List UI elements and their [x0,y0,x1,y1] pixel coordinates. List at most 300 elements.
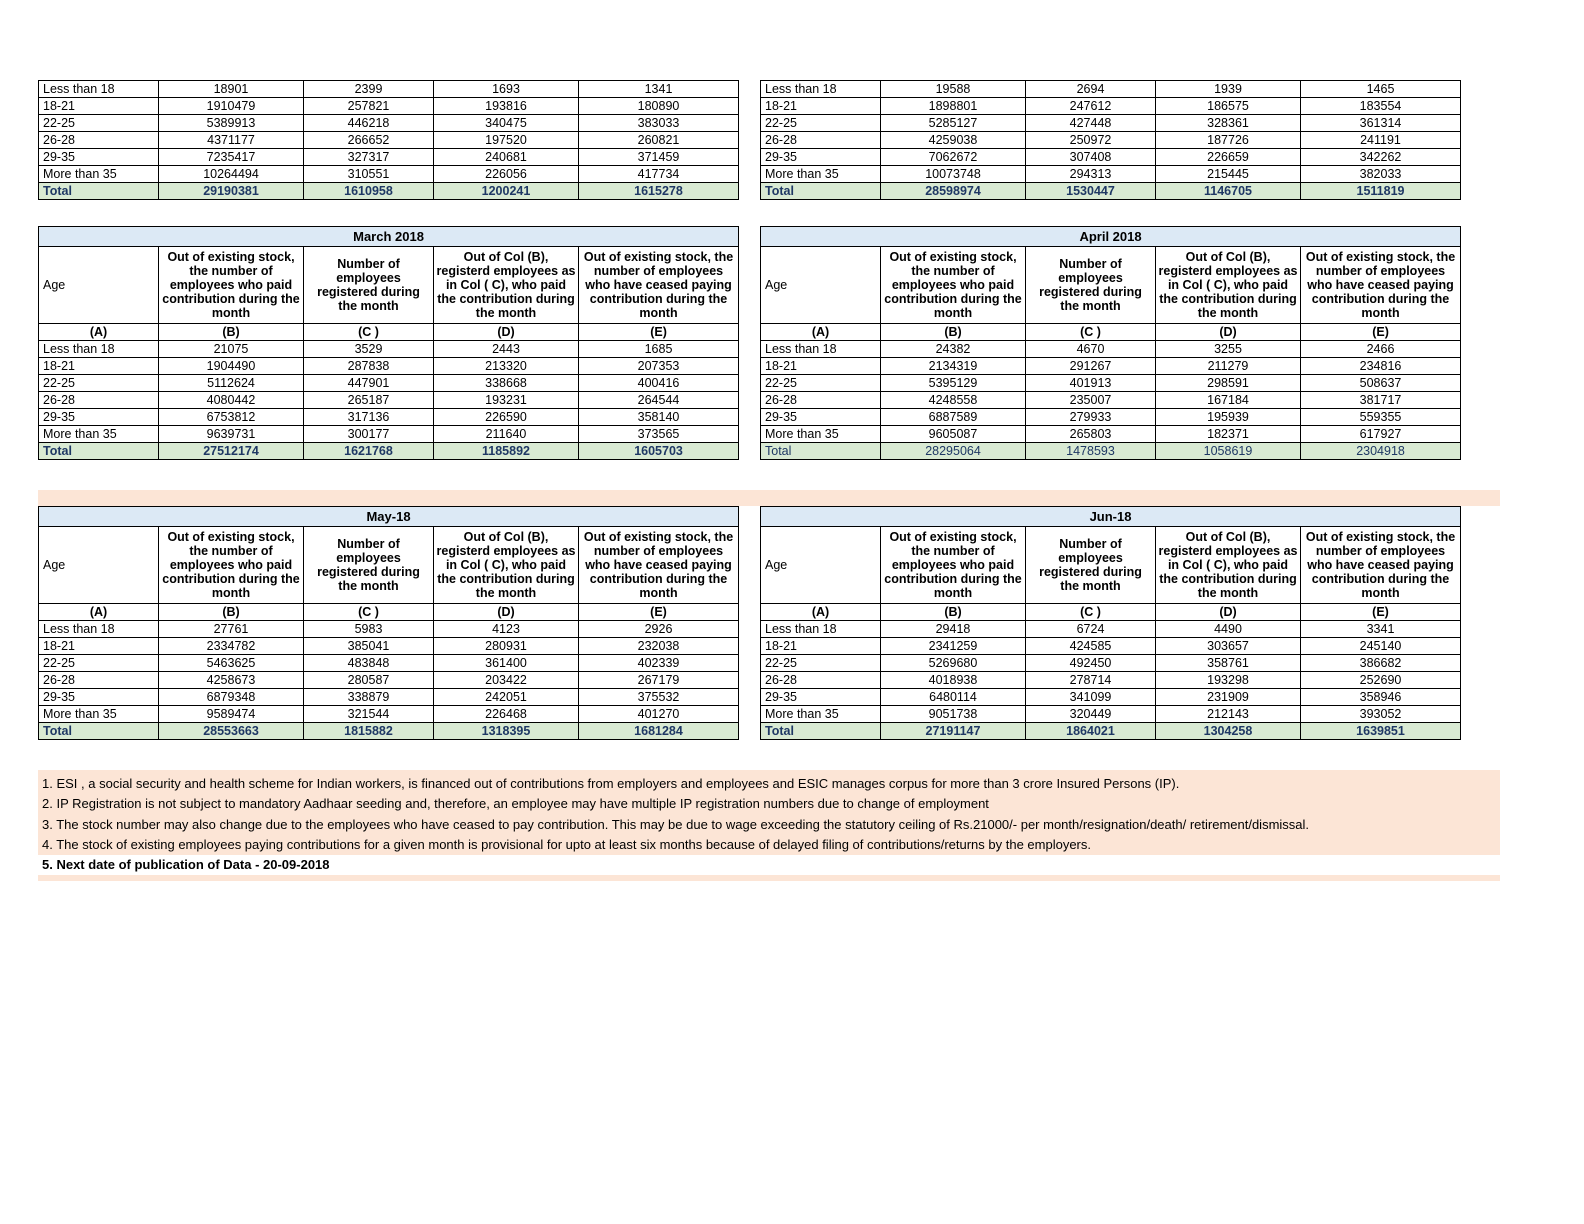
header-col-e: Out of existing stock, the number of employees who have ceased paying contribution during the month [579,247,739,324]
total-row [761,183,1461,200]
month-title: March 2018 [39,227,739,247]
data-cell: 2334782 [159,638,304,655]
age-group-cell: More than 35 [39,426,159,443]
table-row [761,426,1461,443]
column-letter: (B) [159,604,304,621]
total-value: 28553663 [159,723,304,740]
column-letter-row [39,324,739,341]
table-row [761,706,1461,723]
data-cell: 287838 [304,358,434,375]
data-cell: 231909 [1156,689,1301,706]
data-cell: 358761 [1156,655,1301,672]
data-cell: 6480114 [881,689,1026,706]
data-cell: 212143 [1156,706,1301,723]
data-cell: 310551 [304,166,434,183]
table-body [39,81,739,200]
total-value: 1304258 [1156,723,1301,740]
total-value: 28598974 [881,183,1026,200]
age-group-cell: 22-25 [761,115,881,132]
data-cell: 264544 [579,392,739,409]
total-label: Total [761,723,881,740]
month-title-row [39,507,739,527]
column-header-row [39,527,739,604]
data-cell: 317136 [304,409,434,426]
age-group-cell: 29-35 [39,149,159,166]
table-row [39,655,739,672]
table-top-right [760,80,1461,200]
age-group-cell: 26-28 [761,672,881,689]
data-cell: 215445 [1156,166,1301,183]
data-cell: 242051 [434,689,579,706]
data-cell: 4080442 [159,392,304,409]
total-value: 1146705 [1156,183,1301,200]
month-title-row [761,507,1461,527]
data-cell: 247612 [1026,98,1156,115]
data-cell: 6887589 [881,409,1026,426]
data-cell: 235007 [1026,392,1156,409]
data-cell: 320449 [1026,706,1156,723]
age-group-cell: 22-25 [761,375,881,392]
header-age: Age [761,527,881,604]
total-value: 27191147 [881,723,1026,740]
data-cell: 5269680 [881,655,1026,672]
age-group-cell: Less than 18 [39,341,159,358]
total-value: 1864021 [1026,723,1156,740]
table-body [761,81,1461,200]
data-cell: 3255 [1156,341,1301,358]
data-cell: 298591 [1156,375,1301,392]
data-cell: 267179 [579,672,739,689]
column-letter: (E) [1301,604,1461,621]
total-row [761,443,1461,460]
table-row [39,392,739,409]
data-cell: 4123 [434,621,579,638]
data-cell: 385041 [304,638,434,655]
table-april-2018 [760,226,1461,460]
table-row [761,672,1461,689]
data-cell: 1904490 [159,358,304,375]
header-age: Age [39,527,159,604]
table-body [39,507,739,740]
header-col-d: Out of Col (B), registerd employees as in Col ( C), who paid the contribution during the month [434,247,579,324]
data-cell: 167184 [1156,392,1301,409]
data-cell: 1341 [579,81,739,98]
table-body [39,227,739,460]
data-cell: 207353 [579,358,739,375]
data-cell: 508637 [1301,375,1461,392]
data-cell: 402339 [579,655,739,672]
data-cell: 446218 [304,115,434,132]
total-label: Total [39,183,159,200]
notes-list [38,770,1500,881]
table-row [39,166,739,183]
age-group-cell: More than 35 [39,166,159,183]
note-item: 4. The stock of existing employees paying contributions for a given month is provisional for upto at least six months because of delayed filing of contributions/returns by the employers. [42,836,1091,852]
total-value: 1200241 [434,183,579,200]
data-cell: 9605087 [881,426,1026,443]
data-cell: 1939 [1156,81,1301,98]
column-header-row [761,247,1461,324]
age-group-cell: Less than 18 [39,81,159,98]
data-cell: 226659 [1156,149,1301,166]
note-item: 3. The stock number may also change due to the employees who have ceased to pay contribution. This may be due to wage exceeding the statutory ceiling of Rs.21000/- per month/resignation/death/ retirement/dismissal. [42,816,1310,832]
total-label: Total [39,443,159,460]
month-title-row [39,227,739,247]
data-cell: 186575 [1156,98,1301,115]
data-cell: 338668 [434,375,579,392]
table-row [761,638,1461,655]
data-cell: 417734 [579,166,739,183]
data-cell: 280931 [434,638,579,655]
data-cell: 386682 [1301,655,1461,672]
data-cell: 19588 [881,81,1026,98]
table-row [39,341,739,358]
total-value: 1530447 [1026,183,1156,200]
header-col-b: Out of existing stock, the number of employees who paid contribution during the month [881,527,1026,604]
data-cell: 180890 [579,98,739,115]
total-value: 1639851 [1301,723,1461,740]
table-row [761,358,1461,375]
column-letter: (C ) [304,324,434,341]
age-group-cell: 26-28 [761,392,881,409]
data-cell: 195939 [1156,409,1301,426]
month-title: Jun-18 [761,507,1461,527]
table-row-group-3 [38,506,1546,740]
note-item: 2. IP Registration is not subject to mandatory Aadhaar seeding and, therefore, an employee may have multiple IP registration numbers due to change of employment [42,796,989,812]
data-cell: 2443 [434,341,579,358]
data-cell: 341099 [1026,689,1156,706]
data-cell: 4258673 [159,672,304,689]
total-row [39,443,739,460]
data-cell: 260821 [579,132,739,149]
orange-divider-strip [38,490,1500,506]
header-col-c: Number of employees registered during the month [304,527,434,604]
data-cell: 338879 [304,689,434,706]
data-cell: 9051738 [881,706,1026,723]
age-group-cell: 18-21 [761,358,881,375]
data-cell: 9589474 [159,706,304,723]
age-group-cell: More than 35 [761,706,881,723]
data-cell: 358140 [579,409,739,426]
column-letter: (C ) [304,604,434,621]
total-value: 1185892 [434,443,579,460]
data-cell: 5285127 [881,115,1026,132]
data-cell: 400416 [579,375,739,392]
table-row [39,98,739,115]
age-group-cell: Less than 18 [761,81,881,98]
table-row [39,132,739,149]
data-cell: 4490 [1156,621,1301,638]
data-cell: 1693 [434,81,579,98]
age-group-cell: 22-25 [39,655,159,672]
column-letter: (D) [1156,604,1301,621]
data-cell: 4371177 [159,132,304,149]
data-cell: 257821 [304,98,434,115]
data-cell: 1465 [1301,81,1461,98]
total-value: 2304918 [1301,443,1461,460]
column-header-row [761,527,1461,604]
data-cell: 10264494 [159,166,304,183]
header-col-b: Out of existing stock, the number of employees who paid contribution during the month [159,247,304,324]
data-cell: 278714 [1026,672,1156,689]
data-cell: 447901 [304,375,434,392]
data-cell: 21075 [159,341,304,358]
total-value: 27512174 [159,443,304,460]
table-container-may [38,506,738,740]
table-row [39,689,739,706]
column-letter: (B) [881,604,1026,621]
data-cell: 2694 [1026,81,1156,98]
table-row [761,409,1461,426]
data-cell: 7235417 [159,149,304,166]
data-cell: 373565 [579,426,739,443]
data-cell: 183554 [1301,98,1461,115]
total-value: 1478593 [1026,443,1156,460]
data-cell: 427448 [1026,115,1156,132]
table-top-left [38,80,739,200]
data-cell: 3529 [304,341,434,358]
age-group-cell: More than 35 [39,706,159,723]
data-cell: 2341259 [881,638,1026,655]
table-row [761,166,1461,183]
table-row [39,426,739,443]
data-cell: 197520 [434,132,579,149]
column-letter: (D) [434,324,579,341]
total-value: 1610958 [304,183,434,200]
column-letter-row [39,604,739,621]
data-cell: 6724 [1026,621,1156,638]
table-row [39,638,739,655]
column-letter: (D) [434,604,579,621]
data-cell: 328361 [1156,115,1301,132]
note-item: 1. ESI , a social security and health scheme for Indian workers, is financed out of contributions from employers and employees and ESIC manages corpus for more than 3 crore Insured Persons (IP). [42,776,1180,791]
data-cell: 29418 [881,621,1026,638]
total-row [39,723,739,740]
table-row [761,115,1461,132]
table-row [761,81,1461,98]
table-row [39,375,739,392]
table-may-18 [38,506,739,740]
data-cell: 424585 [1026,638,1156,655]
table-row [761,149,1461,166]
header-col-c: Number of employees registered during the month [1026,527,1156,604]
total-label: Total [761,183,881,200]
data-cell: 7062672 [881,149,1026,166]
data-cell: 327317 [304,149,434,166]
age-group-cell: 26-28 [39,132,159,149]
data-cell: 252690 [1301,672,1461,689]
data-cell: 361314 [1301,115,1461,132]
table-row-group-2 [38,226,1546,460]
data-cell: 18901 [159,81,304,98]
header-col-d: Out of Col (B), registerd employees as in Col ( C), who paid the contribution during the month [434,527,579,604]
total-value: 1815882 [304,723,434,740]
data-cell: 279933 [1026,409,1156,426]
total-value: 1615278 [579,183,739,200]
age-group-cell: Less than 18 [39,621,159,638]
data-cell: 211279 [1156,358,1301,375]
data-cell: 483848 [304,655,434,672]
data-cell: 6753812 [159,409,304,426]
column-letter: (E) [1301,324,1461,341]
data-cell: 382033 [1301,166,1461,183]
data-cell: 211640 [434,426,579,443]
data-cell: 193298 [1156,672,1301,689]
data-cell: 2466 [1301,341,1461,358]
data-cell: 300177 [304,426,434,443]
age-group-cell: More than 35 [761,426,881,443]
header-col-e: Out of existing stock, the number of employees who have ceased paying contribution during the month [1301,247,1461,324]
data-cell: 371459 [579,149,739,166]
age-group-cell: 29-35 [39,409,159,426]
column-letter: (D) [1156,324,1301,341]
total-value: 1511819 [1301,183,1461,200]
data-cell: 1910479 [159,98,304,115]
column-letter: (B) [159,324,304,341]
data-cell: 361400 [434,655,579,672]
table-row [761,98,1461,115]
table-container-top-left [38,80,738,200]
data-cell: 1898801 [881,98,1026,115]
data-cell: 2399 [304,81,434,98]
data-cell: 265187 [304,392,434,409]
data-cell: 617927 [1301,426,1461,443]
data-cell: 2134319 [881,358,1026,375]
data-cell: 9639731 [159,426,304,443]
data-cell: 393052 [1301,706,1461,723]
total-value: 1621768 [304,443,434,460]
age-group-cell: 29-35 [39,689,159,706]
data-cell: 234816 [1301,358,1461,375]
column-letter: (E) [579,604,739,621]
table-body [761,227,1461,460]
column-letter: (A) [761,604,881,621]
month-title-row [761,227,1461,247]
note-item: 5. Next date of publication of Data - 20-09-2018 [38,855,1500,875]
age-group-cell: 18-21 [39,358,159,375]
data-cell: 559355 [1301,409,1461,426]
data-cell: 492450 [1026,655,1156,672]
data-cell: 4248558 [881,392,1026,409]
data-cell: 226056 [434,166,579,183]
age-group-cell: 29-35 [761,149,881,166]
table-container-jun [760,506,1460,740]
header-col-c: Number of employees registered during the month [1026,247,1156,324]
data-cell: 3341 [1301,621,1461,638]
table-march-2018 [38,226,739,460]
data-cell: 4018938 [881,672,1026,689]
data-cell: 401270 [579,706,739,723]
age-group-cell: More than 35 [761,166,881,183]
table-row [761,392,1461,409]
column-letter: (A) [39,604,159,621]
total-value: 1058619 [1156,443,1301,460]
data-cell: 245140 [1301,638,1461,655]
data-cell: 24382 [881,341,1026,358]
notes-section [38,770,1546,881]
age-group-cell: 29-35 [761,689,881,706]
month-title: May-18 [39,507,739,527]
age-group-cell: 22-25 [39,115,159,132]
age-group-cell: 26-28 [39,392,159,409]
age-group-cell: Less than 18 [761,621,881,638]
data-cell: 240681 [434,149,579,166]
column-letter-row [761,324,1461,341]
table-row [39,149,739,166]
month-title: April 2018 [761,227,1461,247]
data-cell: 375532 [579,689,739,706]
data-cell: 187726 [1156,132,1301,149]
data-cell: 10073748 [881,166,1026,183]
total-value: 1605703 [579,443,739,460]
header-col-c: Number of employees registered during the month [304,247,434,324]
data-cell: 280587 [304,672,434,689]
table-row [39,81,739,98]
data-cell: 241191 [1301,132,1461,149]
column-letter: (C ) [1026,604,1156,621]
data-cell: 401913 [1026,375,1156,392]
header-col-e: Out of existing stock, the number of employees who have ceased paying contribution during the month [1301,527,1461,604]
data-cell: 232038 [579,638,739,655]
column-letter: (B) [881,324,1026,341]
data-cell: 5983 [304,621,434,638]
data-cell: 27761 [159,621,304,638]
age-group-cell: 18-21 [761,98,881,115]
data-cell: 381717 [1301,392,1461,409]
header-col-e: Out of existing stock, the number of employees who have ceased paying contribution during the month [579,527,739,604]
total-value: 1318395 [434,723,579,740]
data-cell: 5395129 [881,375,1026,392]
table-row [39,706,739,723]
column-letter: (A) [761,324,881,341]
data-cell: 6879348 [159,689,304,706]
header-age: Age [39,247,159,324]
column-letter: (A) [39,324,159,341]
data-cell: 5389913 [159,115,304,132]
data-cell: 250972 [1026,132,1156,149]
table-row [761,132,1461,149]
data-cell: 4259038 [881,132,1026,149]
data-cell: 213320 [434,358,579,375]
age-group-cell: 18-21 [761,638,881,655]
table-row [761,621,1461,638]
age-group-cell: 22-25 [39,375,159,392]
table-row [39,115,739,132]
header-age: Age [761,247,881,324]
table-row [39,358,739,375]
data-cell: 1685 [579,341,739,358]
table-body [761,507,1461,740]
table-row [39,672,739,689]
age-group-cell: 29-35 [761,409,881,426]
data-cell: 383033 [579,115,739,132]
age-group-cell: Less than 18 [761,341,881,358]
column-letter: (E) [579,324,739,341]
age-group-cell: 26-28 [761,132,881,149]
table-row [761,341,1461,358]
data-cell: 193231 [434,392,579,409]
table-row [39,409,739,426]
total-label: Total [39,723,159,740]
table-jun-18 [760,506,1461,740]
data-cell: 226468 [434,706,579,723]
data-cell: 340475 [434,115,579,132]
table-container-march [38,226,738,460]
data-cell: 358946 [1301,689,1461,706]
column-letter-row [761,604,1461,621]
header-col-b: Out of existing stock, the number of employees who paid contribution during the month [159,527,304,604]
total-value: 29190381 [159,183,304,200]
